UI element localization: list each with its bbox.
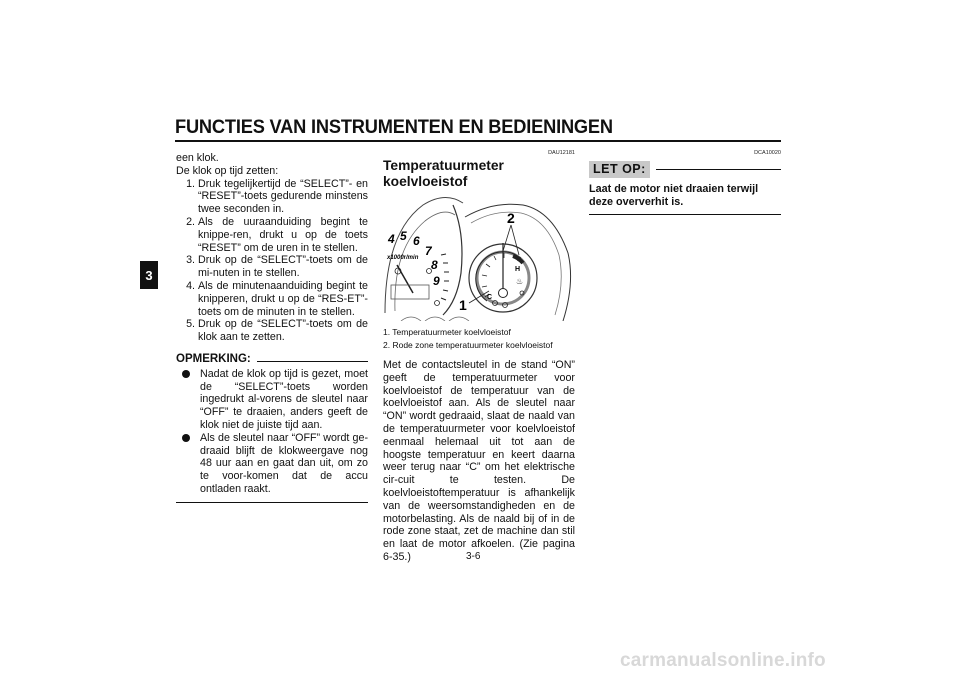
page-title: FUNCTIES VAN INSTRUMENTEN EN BEDIENINGEN xyxy=(175,117,613,138)
bullet-icon xyxy=(182,434,190,442)
tach-unit: x1000r/min xyxy=(387,255,419,261)
coolant-thermometer-icon: ♨ xyxy=(516,277,524,286)
bezel-bottom-arc xyxy=(401,317,421,321)
indicator-light-icon xyxy=(435,301,440,306)
tach-number: 9 xyxy=(433,274,440,288)
bullet-icon xyxy=(182,370,190,378)
notes-list xyxy=(176,368,368,496)
temperature-low-label: C xyxy=(487,294,493,301)
intro-line: een klok. xyxy=(176,152,219,164)
header-rule xyxy=(175,140,781,142)
note-text: Als de sleutel naar “OFF” wordt ge-draaid blijft de klokweergave nog 48 uur aan en gaat dan uit, om zo te voor-komen dat de accu ontladen raakt. xyxy=(200,431,368,495)
callout-1-number: 1 xyxy=(459,297,467,313)
bezel-bottom-arc xyxy=(425,317,445,321)
callout-2-number: 2 xyxy=(507,210,515,226)
column-3 xyxy=(589,150,781,215)
figure-captions xyxy=(383,326,575,351)
note-heading-rule xyxy=(257,361,368,362)
caution-heading-row xyxy=(589,161,781,178)
note-end-rule xyxy=(176,502,368,503)
callout-2-leader xyxy=(503,225,511,251)
section-code: DAU12181 xyxy=(548,150,575,156)
step-item: 2. Als de uuraanduiding begint te knippe-ren, drukt u op de toets “RESET” om de uren in te stellen. xyxy=(198,216,368,254)
column-1 xyxy=(176,152,368,503)
instrument-illustration xyxy=(383,193,575,321)
instrument-figure xyxy=(383,193,575,321)
step-item: 4. Als de minutenaanduiding begint te knipperen, drukt u op de “RES-ET”-toets om de minuten in te stellen. xyxy=(198,280,368,318)
caution-text: Laat de motor niet draaien terwijl deze oververhit is. xyxy=(589,182,759,208)
caution-end-rule xyxy=(589,214,781,215)
note-heading: OPMERKING: xyxy=(176,352,251,365)
tach-number: 4 xyxy=(388,232,395,246)
tach-number: 6 xyxy=(413,234,420,248)
body-text: Met de contactsleutel in de stand “ON” geeft de temperatuurmeter voor koelvloeistof de temperatuur van de koelvloeistof aan. Als de sleutel naar “ON” wordt gedraaid, slaat de naald van de temperatuurmeter voor koelvloeistof eenmaal helemaal uit tot aan de hoogste temperatuur en keert daarna weer terug naar “C” om het elektrische cir-cuit te testen. De koelvloeistoftemperatuur is afhankelijk van de weersomstandigheden en de motorbelasting. Als de naald bij of in de rode zone staat, zet de machine dan stil en laat de motor afkoelen. (Zie pagina 6-35.) xyxy=(383,359,575,563)
temperature-high-label: H xyxy=(515,266,521,273)
steps-list xyxy=(176,178,368,344)
callout-2-leader xyxy=(511,225,519,255)
page-number: 3-6 xyxy=(466,551,481,562)
step-item: 3. Druk op de “SELECT”-toets om de mi-nuten in te stellen. xyxy=(198,254,368,280)
note-heading-row xyxy=(176,353,368,366)
figure-caption: 2. Rode zone temperatuurmeter koelvloeistof xyxy=(383,339,553,350)
figure-caption: 1. Temperatuurmeter koelvloeistof xyxy=(383,327,511,337)
tach-ticks xyxy=(441,254,449,300)
tach-number: 5 xyxy=(400,229,407,243)
intro-line: De klok op tijd zetten: xyxy=(176,164,279,177)
watermark: carmanualsonline.info xyxy=(620,650,826,671)
step-item: 1. Druk tegelijkertijd de “SELECT”- en “RESET”-toets gedurende minstens twee seconden in. xyxy=(198,178,368,216)
temperature-needle-hub xyxy=(499,289,508,298)
column-2 xyxy=(383,150,575,564)
step-item: 5. Druk op de “SELECT”-toets om de klok aan te zetten. xyxy=(198,318,368,344)
caution-heading-rule xyxy=(656,169,781,170)
bezel-bottom-arc xyxy=(449,317,469,321)
caution-label: LET OP: xyxy=(589,161,650,178)
chapter-tab: 3 xyxy=(140,261,158,289)
section-title: Temperatuurmeter koelvloeistof xyxy=(383,158,504,189)
note-item xyxy=(176,368,368,432)
tach-number: 7 xyxy=(425,244,432,258)
note-item xyxy=(176,432,368,496)
caution-code: DCA10020 xyxy=(754,150,781,156)
tach-needle xyxy=(397,265,413,293)
tach-number: 8 xyxy=(431,258,438,272)
note-text: Nadat de klok op tijd is gezet, moet de “SELECT”-toets worden ingedrukt al-vorens de sleutel naar “OFF” te draaien, anders geeft de klok niet de juiste tijd aan. xyxy=(200,367,368,431)
